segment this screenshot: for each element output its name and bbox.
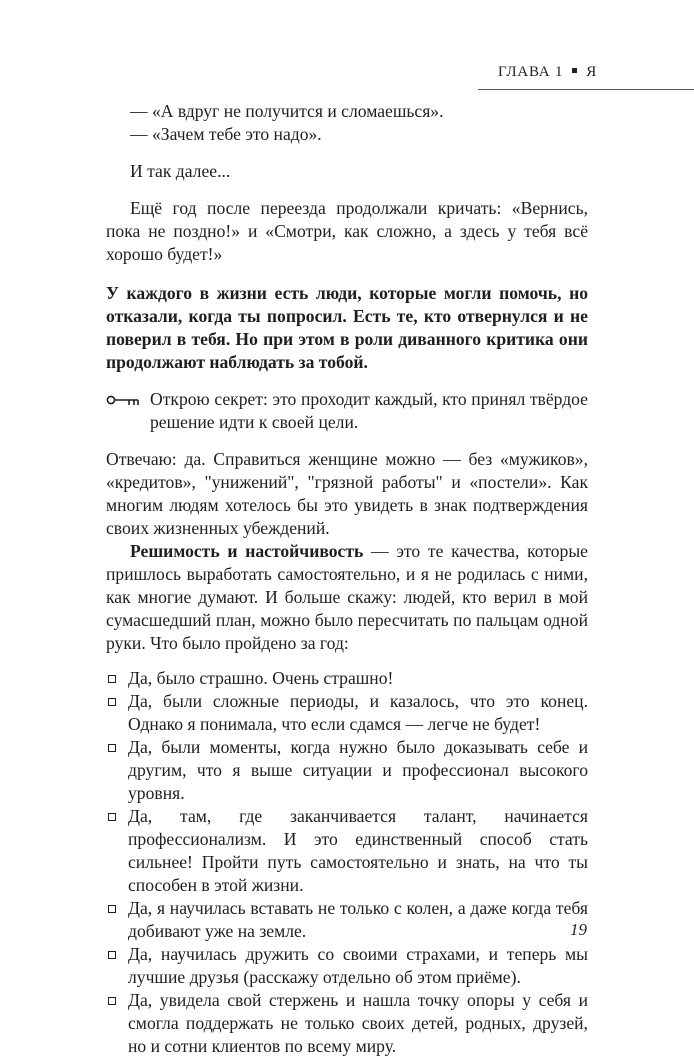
key-note — [106, 388, 588, 434]
square-bullet-icon — [108, 951, 116, 959]
etc-line: И так далее... — [130, 161, 231, 181]
bullet-list — [106, 667, 588, 1058]
list-item — [106, 897, 588, 943]
separator-square-icon — [572, 68, 577, 73]
running-head — [498, 64, 597, 81]
square-bullet-icon — [108, 813, 116, 821]
key-note-text: Открою секрет: это проходит каждый, кто принял твёрдое решение идти к своей цели. — [150, 389, 588, 432]
bold-paragraph: У каждого в жизни есть люди, которые могли помочь, но отказали, когда ты попросил. Есть те, кто отвернулся и не поверил в тебя. Но при этом в роли диванного критика они продолжают наблюдать за тобой. — [106, 283, 588, 372]
paragraph: Отвечаю: да. Справиться женщине можно — без «мужиков», «кредитов», "унижений", "грязной работы" и «постели». Как многим людям хотелось бы это увидеть в знак подтверждения своих жизненных убеждений. — [106, 449, 588, 538]
square-bullet-icon — [108, 675, 116, 683]
list-item-text: Да, увидела свой стержень и нашла точку опоры у себя и смогла поддержать не только своих детей, родных, друзей, но и сотни клиентов по всему миру. — [128, 990, 588, 1056]
square-bullet-icon — [108, 997, 116, 1005]
list-item-text: Да, были сложные периоды, и казалось, что это конец. Однако я понимала, что если сдамся — легче не будет! — [128, 691, 588, 734]
list-item — [106, 805, 588, 897]
key-icon — [106, 393, 140, 407]
quote-line: — «Зачем тебе это надо». — [130, 124, 322, 144]
list-item-text: Да, научилась дружить со своими страхами, и теперь мы лучшие друзья (расскажу отдельно об этом приёме). — [128, 944, 588, 987]
list-item — [106, 989, 588, 1058]
list-item — [106, 736, 588, 805]
chapter-title: Я — [586, 64, 598, 80]
paragraph-rest: — это те качества, которые пришлось выработать самостоятельно, и я не родилась с ними, как многие думают. И больше скажу: людей, кто верил в мой сумасшедший план, можно было пересчитать по пальцам одной руки. Что было пройдено за год: — [106, 541, 588, 653]
list-item-text: Да, были моменты, когда нужно было доказывать себе и другим, что я выше ситуации и профессионал высокого уровня. — [128, 737, 588, 803]
list-item-text: Да, там, где заканчивается талант, начинается профессионализм. И это единственный способ стать сильнее! Пройти путь самостоятельно и знать, на что ты способен в этой жизни. — [128, 806, 588, 895]
page-number: 19 — [570, 920, 587, 939]
header-rule — [478, 89, 694, 90]
square-bullet-icon — [108, 905, 116, 913]
square-bullet-icon — [108, 698, 116, 706]
list-item-text: Да, было страшно. Очень страшно! — [128, 668, 394, 688]
list-item — [106, 667, 588, 690]
list-item — [106, 943, 588, 989]
paragraph: Ещё год после переезда продолжали кричать: «Вернись, пока не поздно!» и «Смотри, как сложно, а здесь у тебя всё хорошо будет!» — [106, 198, 588, 264]
chapter-label: ГЛАВА 1 — [498, 64, 564, 80]
square-bullet-icon — [108, 744, 116, 752]
page-body — [106, 100, 588, 1058]
list-item-text: Да, я научилась вставать не только с колен, а даже когда тебя добивают уже на земле. — [128, 898, 588, 941]
list-item — [106, 690, 588, 736]
bold-phrase: Решимость и настойчивость — [130, 541, 364, 561]
paragraph — [106, 540, 588, 655]
quote-line: — «А вдруг не получится и сломаешься». — [130, 101, 444, 121]
